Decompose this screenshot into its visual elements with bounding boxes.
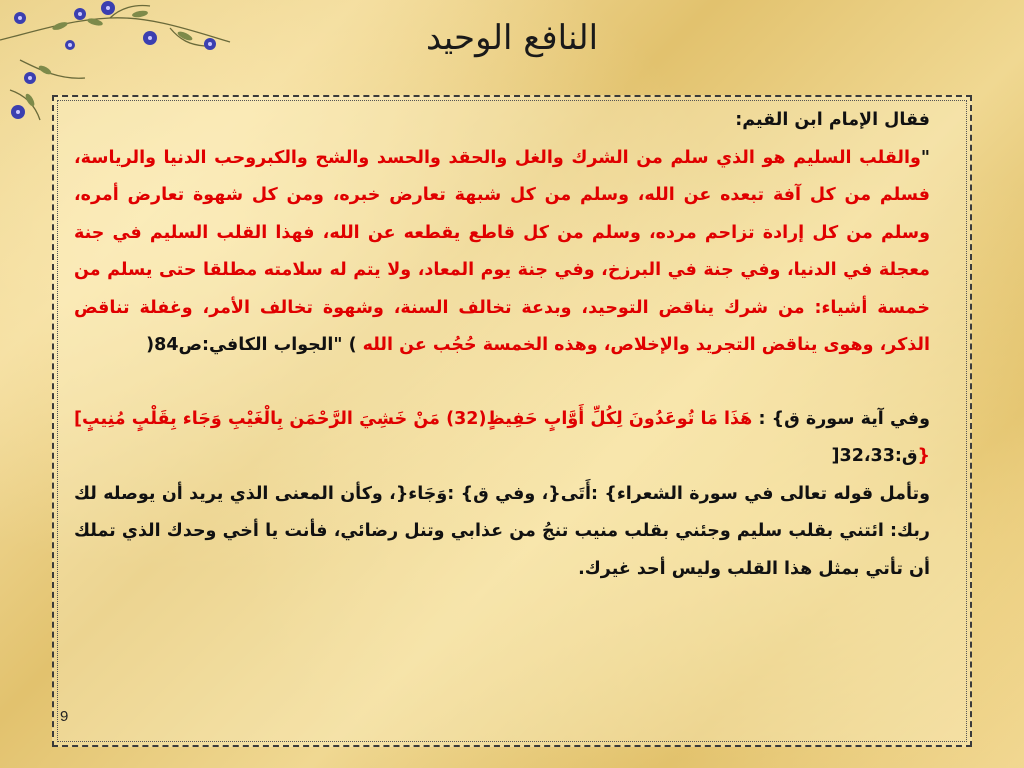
- close-paren: ): [348, 335, 357, 355]
- quote-text: والقلب السليم هو الذي سلم من الشرك والغل والحقد والحسد والشح والكبروحب الدنيا والرياسة، فسلم من كل آفة تبعده عن الله، وسلم من كل شبهة تعارض خبره، ومن كل شهوة تعارض أمره، وسلم من كل إرادة تزاحم مرده، وسلم من كل قاطع يقطعه عن الله، فهذا القلب السليم في جنة معجلة في الدنيا، وفي جنة في البرزخ، وفي جنة يوم المعاد، ولا يتم له سلامته مطلقا حتى يسلم من خمسة أشياء: من شرك يناقض التوحيد، وبدعة تخالف السنة، وشهوة تخالف الأمر، وغفلة تناقض الذكر، وهوى يناقض التجريد والإخلاص، وهذه الخمسة حُجُب عن الله: [74, 147, 930, 355]
- slide-title: النافع الوحيد: [425, 18, 599, 58]
- quote-intro: فقال الإمام ابن القيم:: [735, 110, 930, 130]
- verse-reference: ق:32،33[: [831, 446, 918, 466]
- surah-qaf-paragraph: [74, 401, 930, 476]
- open-quote: ": [920, 147, 930, 168]
- quote-source: الجواب الكافي:ص84: [154, 335, 334, 355]
- quran-verse: هَذَا مَا تُوعَدُونَ لِكُلِّ أَوَّابٍ حَفِيظٍ(32) مَنْ خَشِيَ الرَّحْمَن بِالْغَيْبِ وَجَاء بِقَلْبٍ مُنِيبٍ] {: [74, 408, 930, 466]
- verse-intro: وفي آية سورة ق} :: [758, 408, 931, 429]
- paragraph-spacer: [74, 365, 930, 401]
- source-paren: (: [146, 335, 155, 355]
- page-number: 9: [60, 708, 69, 725]
- close-quote: ": [333, 335, 349, 355]
- ibn-qayyim-paragraph: [74, 102, 930, 365]
- slide-text-body: [74, 102, 930, 588]
- reflection-paragraph: وتأمل قوله تعالى في سورة الشعراء} :أَتَى{، وفي ق} :وَجَاء{، وكأن المعنى الذي يريد أن يوصله لك ربك: ائتني بقلب سليم وجئني بقلب منيب تنجُ من عذابي وتنل رضائي، فأنت يا أخي وحدك الذي تملك أن تأتي بمثل هذا القلب وليس أحد غيرك.: [74, 483, 930, 579]
